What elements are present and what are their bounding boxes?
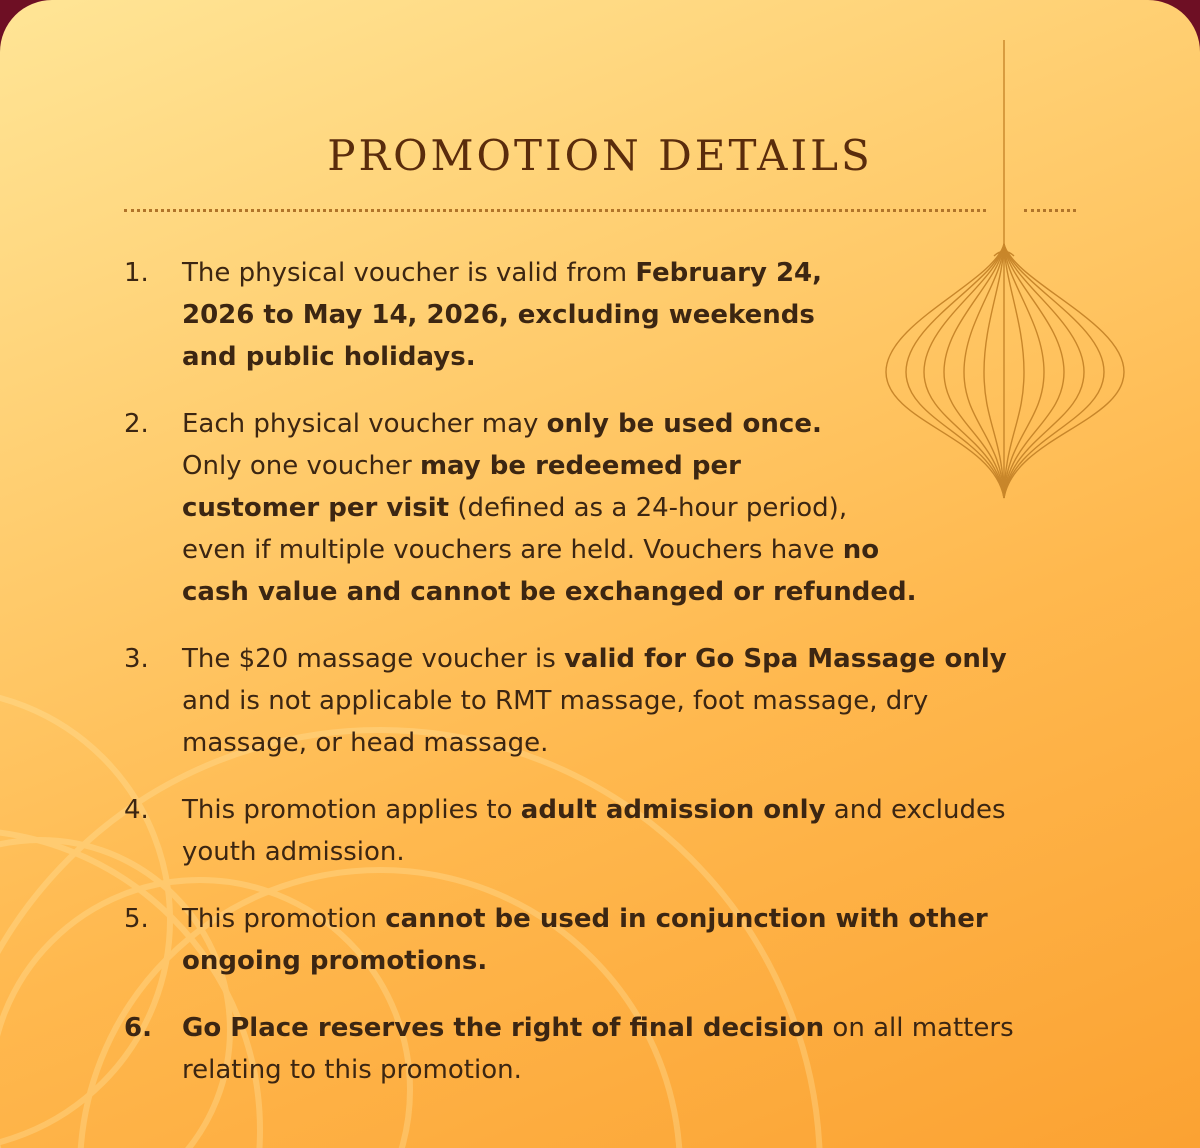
term-line bbox=[182, 252, 822, 294]
term-line bbox=[182, 529, 916, 571]
term-line bbox=[182, 1007, 1014, 1049]
term-number: 2. bbox=[124, 409, 149, 439]
term-text-bold: cannot be used in conjunction with other bbox=[385, 904, 988, 934]
term-number: 1. bbox=[124, 258, 149, 288]
term-item bbox=[124, 252, 1024, 378]
term-line bbox=[182, 487, 916, 529]
term-line bbox=[182, 940, 988, 982]
term-text-bold: valid for Go Spa Massage only bbox=[564, 644, 1007, 674]
term-text-bold: cash value and cannot be exchanged or refunded. bbox=[182, 577, 917, 607]
term-text bbox=[182, 898, 988, 982]
term-text-bold: only be used once. bbox=[546, 409, 822, 439]
term-text bbox=[182, 638, 1007, 764]
term-line bbox=[182, 722, 1007, 764]
term-line bbox=[182, 445, 916, 487]
term-line bbox=[182, 680, 1007, 722]
term-text bbox=[182, 1007, 1014, 1091]
term-text bbox=[182, 789, 1006, 873]
term-line bbox=[182, 403, 916, 445]
term-number: 3. bbox=[124, 644, 149, 674]
term-text-segment: The physical voucher is valid from bbox=[182, 258, 636, 288]
term-text-bold: may be redeemed per bbox=[419, 451, 741, 481]
term-line bbox=[182, 294, 822, 336]
term-item bbox=[124, 638, 1024, 764]
term-text-segment: (defined as a 24-hour period), bbox=[449, 493, 848, 523]
term-text-bold: Go Place reserves the right of final decision bbox=[182, 1013, 825, 1043]
term-number: 6. bbox=[124, 1013, 152, 1043]
term-line bbox=[182, 1049, 1014, 1091]
term-text-segment: on all matters bbox=[824, 1013, 1014, 1043]
term-text-segment: Only one voucher bbox=[182, 451, 420, 481]
term-line bbox=[182, 571, 916, 613]
term-text-segment: even if multiple vouchers are held. Vouchers have bbox=[182, 535, 843, 565]
term-text-bold: adult admission only bbox=[520, 795, 826, 825]
term-line bbox=[182, 638, 1007, 680]
term-line bbox=[182, 336, 822, 378]
term-text-bold: customer per visit bbox=[182, 493, 450, 523]
term-line bbox=[182, 898, 988, 940]
term-item bbox=[124, 789, 1024, 873]
term-text-bold: and public holidays. bbox=[182, 342, 476, 372]
term-number: 4. bbox=[124, 795, 149, 825]
terms-list bbox=[124, 252, 1024, 1116]
term-text bbox=[182, 252, 822, 378]
term-text-segment: Each physical voucher may bbox=[182, 409, 547, 439]
term-line bbox=[182, 789, 1006, 831]
term-number: 5. bbox=[124, 904, 149, 934]
term-text-segment: and excludes bbox=[825, 795, 1006, 825]
term-item bbox=[124, 403, 1024, 613]
term-text-segment: The $20 massage voucher is bbox=[182, 644, 565, 674]
dotted-divider bbox=[124, 209, 986, 212]
term-item bbox=[124, 1007, 1024, 1091]
term-text-bold: ongoing promotions. bbox=[182, 946, 488, 976]
term-text-segment: and is not applicable to RMT massage, foot massage, dry bbox=[182, 686, 929, 716]
term-text-bold: February 24, bbox=[635, 258, 823, 288]
term-text-segment: youth admission. bbox=[182, 837, 405, 867]
term-item bbox=[124, 898, 1024, 982]
term-text-segment: massage, or head massage. bbox=[182, 728, 549, 758]
term-text-segment: relating to this promotion. bbox=[182, 1055, 522, 1085]
term-text bbox=[182, 403, 916, 613]
term-line bbox=[182, 831, 1006, 873]
page-title: PROMOTION DETAILS bbox=[327, 131, 873, 180]
term-text-bold: no bbox=[842, 535, 880, 565]
dotted-divider-end bbox=[1024, 209, 1076, 212]
term-text-bold: 2026 to May 14, 2026, excluding weekends bbox=[182, 300, 815, 330]
term-text-segment: This promotion applies to bbox=[182, 795, 521, 825]
term-text-segment: This promotion bbox=[182, 904, 386, 934]
